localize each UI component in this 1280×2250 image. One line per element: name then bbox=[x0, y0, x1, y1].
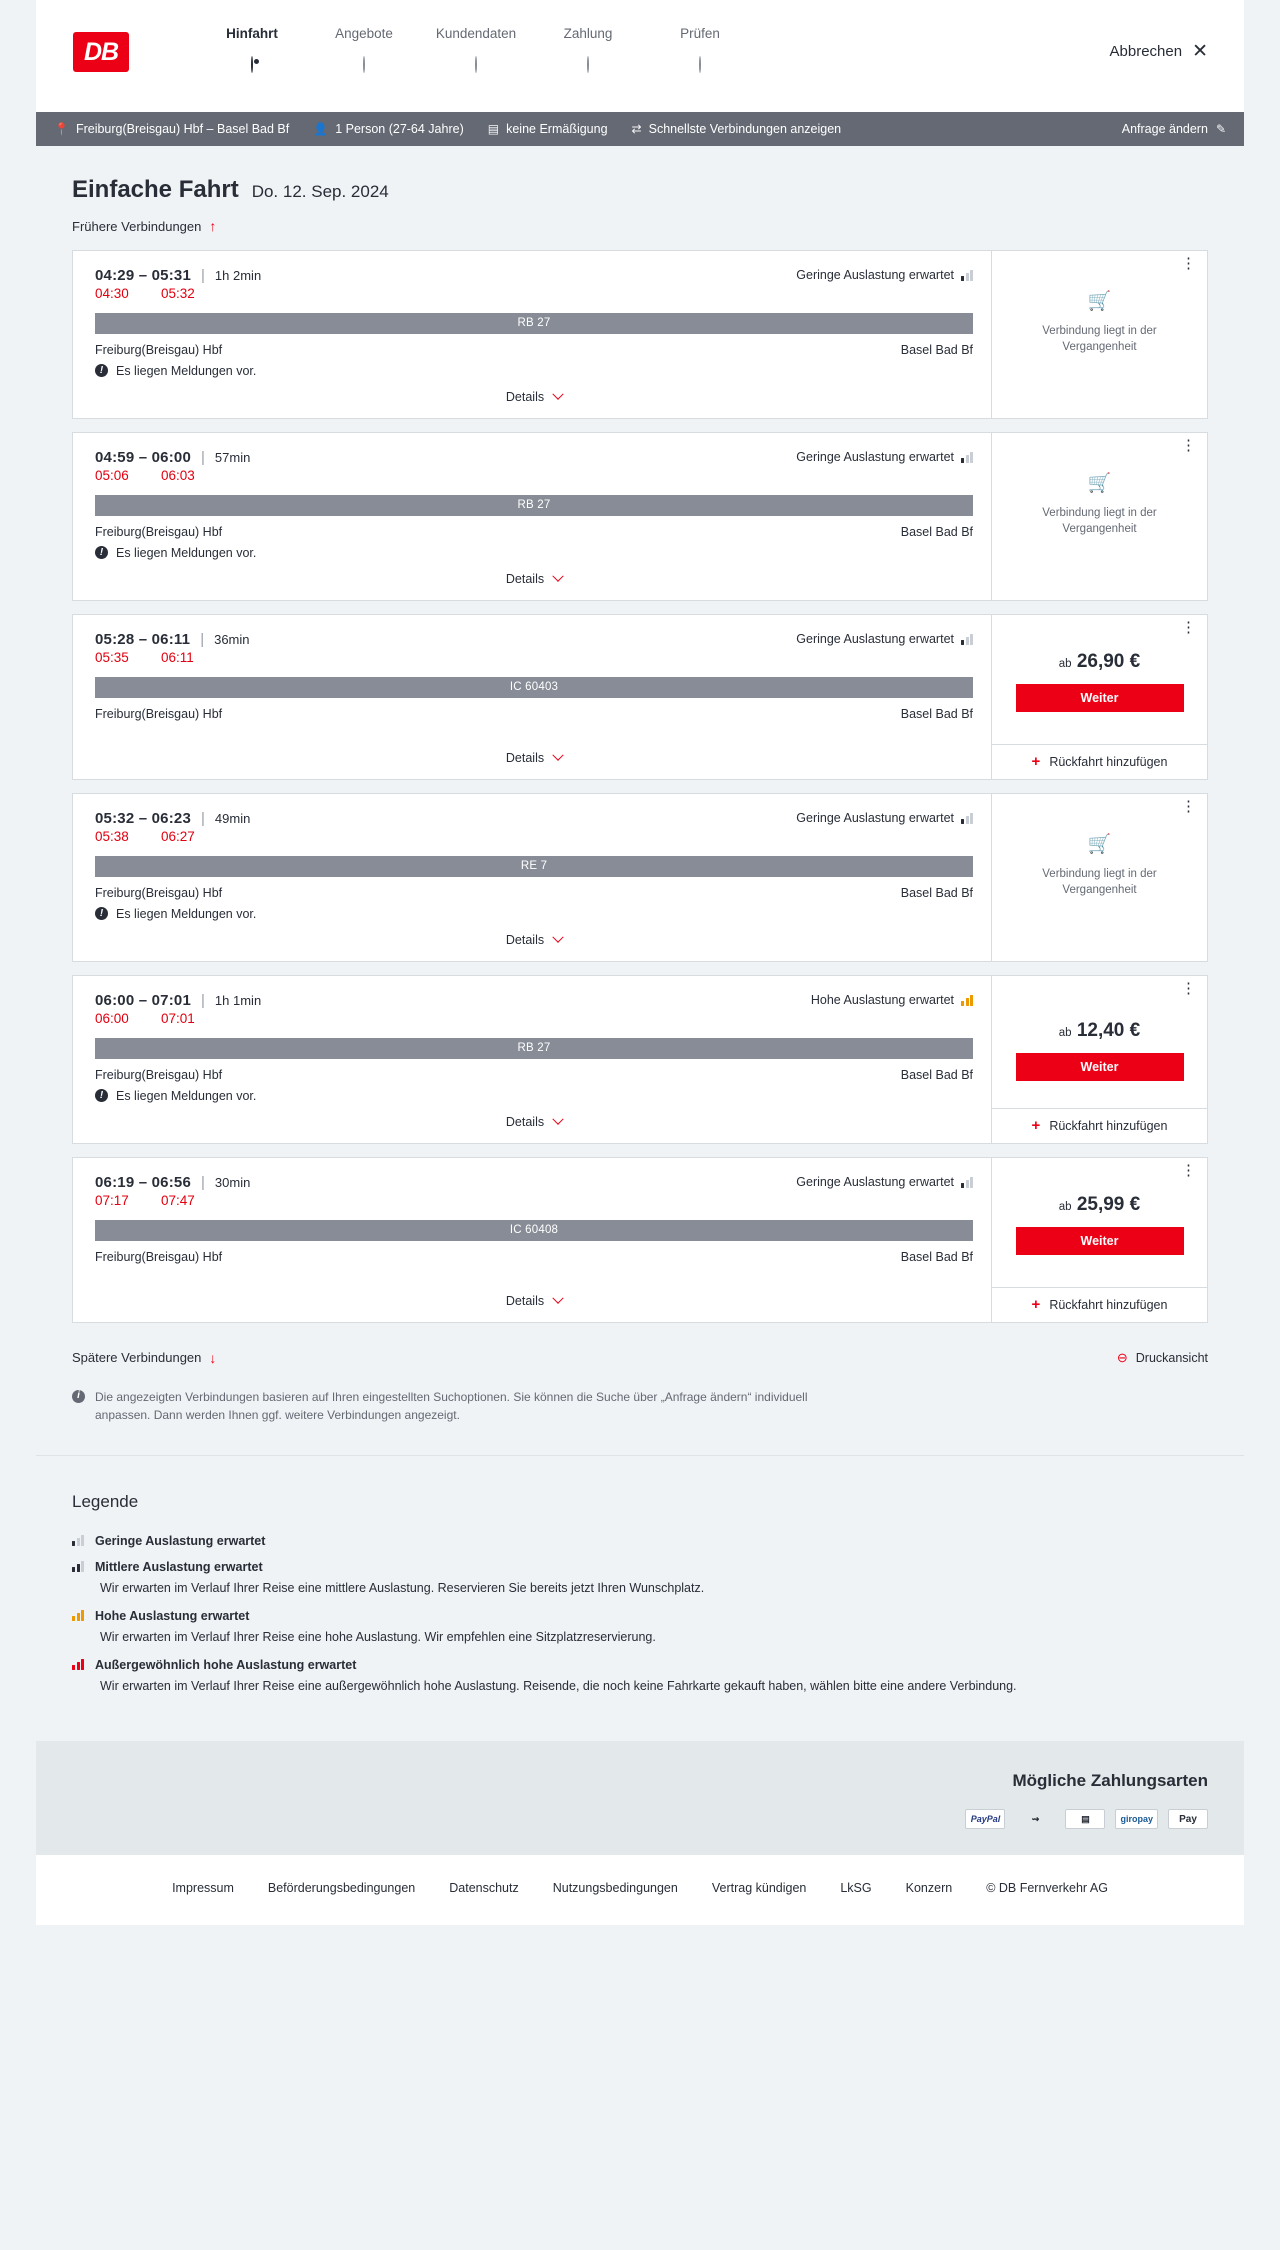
close-icon: ✕ bbox=[1192, 41, 1208, 62]
title-text: Einfache Fahrt bbox=[72, 176, 239, 203]
departure-actual: 04:30 bbox=[95, 285, 129, 301]
legend-item-high bbox=[72, 1609, 1208, 1646]
connection-action bbox=[992, 1158, 1207, 1322]
occupancy-indicator bbox=[72, 1610, 84, 1621]
duration: 57min bbox=[214, 449, 251, 465]
time-range: 05:32 – 06:23 bbox=[95, 809, 192, 827]
sorting-segment[interactable] bbox=[632, 122, 842, 136]
details-label: Details bbox=[505, 389, 545, 404]
arrow-down-icon: ↓ bbox=[209, 1349, 217, 1366]
connection-action bbox=[992, 251, 1207, 418]
plus-icon: + bbox=[1031, 1117, 1041, 1134]
footer-link-befoerderungsbedingungen[interactable]: Beförderungsbedingungen bbox=[267, 1881, 416, 1896]
legend-label: Hohe Auslastung erwartet bbox=[95, 1608, 250, 1623]
person-icon: 👤 bbox=[313, 122, 329, 136]
discount-label: keine Ermäßigung bbox=[506, 122, 608, 136]
more-options-icon[interactable]: ⋮ bbox=[1181, 436, 1196, 454]
origin-station: Freiburg(Breisgau) Hbf bbox=[95, 1249, 223, 1264]
occupancy-indicator bbox=[796, 1175, 973, 1189]
add-return-button[interactable] bbox=[992, 744, 1207, 779]
past-label: Verbindung liegt in der Vergangenheit bbox=[1042, 868, 1157, 896]
chevron-down-icon bbox=[552, 1292, 563, 1303]
footer-copyright: © DB Fernverkehr AG bbox=[986, 1881, 1108, 1896]
step-label: Zahlung bbox=[563, 26, 613, 41]
duration: 1h 1min bbox=[214, 992, 262, 1008]
occupancy-label: Geringe Auslastung erwartet bbox=[796, 450, 954, 464]
price-value: 25,99 € bbox=[1076, 1193, 1141, 1215]
connection-card[interactable] bbox=[72, 614, 1208, 780]
results-footer-row bbox=[72, 1336, 1208, 1366]
occupancy-indicator bbox=[72, 1659, 84, 1670]
details-label: Details bbox=[505, 932, 545, 947]
discount-segment[interactable] bbox=[488, 122, 608, 136]
stations-row bbox=[95, 1068, 973, 1082]
print-view-button[interactable] bbox=[1117, 1350, 1208, 1366]
footer-link-konzern[interactable]: Konzern bbox=[905, 1881, 953, 1896]
connection-header bbox=[95, 449, 973, 466]
footer-link-vertrag-kuendigen[interactable]: Vertrag kündigen bbox=[711, 1881, 807, 1896]
step-label: Prüfen bbox=[680, 26, 720, 41]
details-label: Details bbox=[505, 1293, 545, 1308]
info-icon: i bbox=[72, 1390, 85, 1403]
step-dot-icon bbox=[587, 56, 589, 73]
price-value: 26,90 € bbox=[1076, 650, 1141, 672]
occupancy-bars-icon bbox=[961, 452, 973, 463]
title-date: Do. 12. Sep. 2024 bbox=[251, 182, 389, 201]
legend-item-vhigh bbox=[72, 1658, 1208, 1695]
details-toggle[interactable] bbox=[95, 560, 973, 600]
arrival-actual: 07:47 bbox=[161, 1192, 195, 1208]
price-display bbox=[1059, 1194, 1140, 1216]
origin-station: Freiburg(Breisgau) Hbf bbox=[95, 524, 223, 539]
separator: | bbox=[201, 1173, 205, 1191]
disruption-message[interactable] bbox=[95, 1089, 973, 1103]
payments-title: Mögliche Zahlungsarten bbox=[1012, 1771, 1208, 1791]
route-segment[interactable] bbox=[54, 122, 289, 136]
edit-search-label: Anfrage ändern bbox=[1121, 122, 1208, 136]
step-label: Hinfahrt bbox=[226, 26, 278, 41]
departure-actual: 05:35 bbox=[95, 649, 129, 665]
cancel-button[interactable] bbox=[1110, 42, 1208, 61]
separator: | bbox=[200, 630, 205, 648]
separator: | bbox=[201, 809, 205, 827]
price-display bbox=[1059, 1020, 1140, 1042]
separator: | bbox=[201, 448, 205, 466]
time-range: 05:28 – 06:11 bbox=[95, 630, 191, 648]
connection-info bbox=[73, 433, 992, 600]
occupancy-label: Geringe Auslastung erwartet bbox=[796, 632, 954, 646]
connection-header bbox=[95, 992, 973, 1009]
legend-label: Außergewöhnlich hohe Auslastung erwartet bbox=[95, 1657, 357, 1672]
later-label: Spätere Verbindungen bbox=[72, 1350, 202, 1365]
price-prefix: ab bbox=[1058, 657, 1072, 670]
legend-head bbox=[72, 1534, 1208, 1548]
add-return-button[interactable] bbox=[992, 1108, 1207, 1143]
step-kundendaten[interactable] bbox=[420, 26, 532, 72]
add-return-label: Rückfahrt hinzufügen bbox=[1049, 1118, 1168, 1133]
cancel-label: Abbrechen bbox=[1109, 43, 1183, 60]
checkout-stepper bbox=[196, 26, 756, 72]
pencil-icon: ✎ bbox=[1215, 122, 1226, 136]
stations-row bbox=[95, 1250, 973, 1264]
time-range: 06:00 – 07:01 bbox=[95, 991, 192, 1009]
card-icon: ▤ bbox=[487, 122, 500, 136]
info-icon: ! bbox=[95, 1089, 108, 1102]
duration: 49min bbox=[214, 810, 251, 826]
occupancy-bars-icon bbox=[961, 995, 973, 1006]
details-toggle[interactable] bbox=[95, 721, 973, 779]
disruption-label: Es liegen Meldungen vor. bbox=[116, 363, 257, 378]
connection-action bbox=[992, 615, 1207, 779]
cart-icon: 🛒 bbox=[1087, 833, 1112, 855]
legend-label: Geringe Auslastung erwartet bbox=[95, 1533, 266, 1548]
past-connection-notice bbox=[1006, 832, 1193, 899]
continue-button[interactable]: Weiter bbox=[1016, 684, 1184, 712]
note-text: Die angezeigten Verbindungen basieren auf Ihren eingestellten Suchoptionen. Sie können die Suche über „Anfrage ändern“ individuell anpassen. Dann werden Ihnen ggf. weitere Verbindungen angezeigt. bbox=[95, 1389, 808, 1423]
legend-item-low bbox=[72, 1534, 1208, 1548]
info-icon: ! bbox=[95, 546, 108, 559]
later-connections-button[interactable] bbox=[72, 1350, 216, 1366]
occupancy-label: Geringe Auslastung erwartet bbox=[796, 268, 954, 282]
arrow-up-icon: ↑ bbox=[209, 218, 217, 234]
stations-row bbox=[95, 707, 973, 721]
chevron-down-icon bbox=[552, 1113, 563, 1124]
print-icon: ⊖ bbox=[1116, 1349, 1128, 1365]
sort-icon: ⇄ bbox=[631, 122, 642, 136]
stations-row bbox=[95, 525, 973, 539]
connection-header bbox=[95, 631, 973, 648]
add-return-button[interactable] bbox=[992, 1287, 1207, 1322]
step-dot-icon bbox=[363, 56, 365, 73]
sorting-label: Schnellste Verbindungen anzeigen bbox=[648, 122, 842, 136]
connection-card[interactable] bbox=[72, 1157, 1208, 1323]
search-summary-bar bbox=[36, 112, 1244, 146]
separator: | bbox=[201, 266, 205, 284]
chevron-down-icon bbox=[552, 931, 563, 942]
train-line-badge: RB 27 bbox=[95, 495, 973, 516]
details-toggle[interactable] bbox=[95, 1264, 973, 1322]
past-connection-notice bbox=[1006, 471, 1193, 538]
more-options-icon[interactable]: ⋮ bbox=[1181, 254, 1196, 272]
occupancy-bars-icon bbox=[72, 1610, 84, 1621]
step-dot-icon bbox=[475, 56, 477, 73]
duration: 1h 2min bbox=[214, 267, 262, 283]
chevron-down-icon bbox=[552, 388, 563, 399]
giropay-icon: giropay bbox=[1115, 1809, 1158, 1829]
occupancy-label: Geringe Auslastung erwartet bbox=[796, 1175, 954, 1189]
legend-head bbox=[72, 1560, 1208, 1574]
route-label: Freiburg(Breisgau) Hbf – Basel Bad Bf bbox=[75, 122, 290, 136]
footer-link-lksg[interactable]: LkSG bbox=[840, 1881, 872, 1896]
origin-station: Freiburg(Breisgau) Hbf bbox=[95, 342, 223, 357]
step-dot-icon bbox=[699, 56, 701, 73]
occupancy-bars-icon bbox=[961, 1177, 973, 1188]
details-label: Details bbox=[505, 750, 545, 765]
payments-section bbox=[36, 1741, 1244, 1855]
spacer bbox=[222, 1068, 901, 1082]
continue-button[interactable]: Weiter bbox=[1016, 1053, 1184, 1081]
spacer bbox=[222, 886, 901, 900]
legend-description: Wir erwarten im Verlauf Ihrer Reise eine hohe Auslastung. Wir empfehlen eine Sitzplatzreservierung. bbox=[100, 1629, 656, 1644]
step-hinfahrt[interactable] bbox=[196, 26, 308, 72]
occupancy-indicator bbox=[796, 450, 973, 464]
legend-item-mid bbox=[72, 1560, 1208, 1597]
occupancy-bars-icon bbox=[961, 813, 973, 824]
destination-station: Basel Bad Bf bbox=[900, 1249, 973, 1264]
connection-info bbox=[73, 615, 992, 779]
cart-icon: 🛒 bbox=[1087, 472, 1112, 494]
legend-label: Mittlere Auslastung erwartet bbox=[95, 1559, 263, 1574]
occupancy-indicator bbox=[796, 811, 973, 825]
spacer bbox=[222, 1250, 901, 1264]
connection-info bbox=[73, 976, 992, 1143]
payment-icons bbox=[72, 1809, 1208, 1829]
legend-title: Legende bbox=[72, 1491, 139, 1511]
legend-description: Wir erwarten im Verlauf Ihrer Reise eine außergewöhnlich hohe Auslastung. Reisende, die noch keine Fahrkarte gekauft haben, wählen bitte eine andere Verbindung. bbox=[100, 1678, 1017, 1693]
arrival-actual: 06:11 bbox=[161, 649, 194, 665]
departure-actual: 06:00 bbox=[95, 1010, 129, 1026]
arrival-actual: 06:03 bbox=[161, 467, 195, 483]
origin-station: Freiburg(Breisgau) Hbf bbox=[95, 706, 223, 721]
connection-header bbox=[95, 810, 973, 827]
time-range: 06:19 – 06:56 bbox=[95, 1173, 192, 1191]
price-prefix: ab bbox=[1058, 1026, 1072, 1039]
train-line-badge: RB 27 bbox=[95, 1038, 973, 1059]
destination-station: Basel Bad Bf bbox=[900, 885, 973, 900]
spacer bbox=[222, 707, 901, 721]
stations-row bbox=[95, 343, 973, 357]
cart-icon: 🛒 bbox=[1087, 290, 1112, 312]
destination-station: Basel Bad Bf bbox=[900, 706, 973, 721]
disruption-message[interactable] bbox=[95, 364, 973, 378]
destination-station: Basel Bad Bf bbox=[900, 1067, 973, 1082]
step-label: Kundendaten bbox=[435, 26, 517, 41]
train-line-badge: IC 60403 bbox=[95, 677, 973, 698]
footer-link-nutzungsbedingungen[interactable]: Nutzungsbedingungen bbox=[552, 1881, 678, 1896]
creditcard-icon: ▤ bbox=[1065, 1809, 1105, 1829]
occupancy-label: Geringe Auslastung erwartet bbox=[796, 811, 954, 825]
price-prefix: ab bbox=[1058, 1200, 1072, 1213]
connection-header bbox=[95, 267, 973, 284]
destination-station: Basel Bad Bf bbox=[900, 342, 973, 357]
duration: 36min bbox=[214, 631, 250, 647]
earlier-connections-button[interactable] bbox=[72, 218, 216, 234]
passenger-segment[interactable] bbox=[313, 122, 464, 136]
disruption-message[interactable] bbox=[95, 907, 973, 921]
connection-card[interactable] bbox=[72, 793, 1208, 962]
destination-station: Basel Bad Bf bbox=[900, 524, 973, 539]
connection-card[interactable] bbox=[72, 975, 1208, 1144]
passenger-label: 1 Person (27-64 Jahre) bbox=[335, 122, 464, 136]
arrival-actual: 05:32 bbox=[161, 285, 195, 301]
page-title bbox=[72, 176, 1208, 204]
plus-icon: + bbox=[1031, 1296, 1041, 1313]
occupancy-indicator bbox=[796, 632, 973, 646]
disruption-message[interactable] bbox=[95, 546, 973, 560]
connection-list bbox=[72, 250, 1208, 1323]
details-toggle[interactable] bbox=[95, 378, 973, 418]
footer-link-impressum[interactable]: Impressum bbox=[172, 1881, 234, 1896]
disruption-label: Es liegen Meldungen vor. bbox=[116, 545, 257, 560]
details-label: Details bbox=[505, 571, 545, 586]
footer-link-datenschutz[interactable]: Datenschutz bbox=[449, 1881, 519, 1896]
more-options-icon[interactable]: ⋮ bbox=[1181, 618, 1196, 636]
departure-actual: 05:06 bbox=[95, 467, 129, 483]
occupancy-indicator bbox=[72, 1561, 84, 1572]
disruption-label: Es liegen Meldungen vor. bbox=[116, 1088, 257, 1103]
legend-section bbox=[36, 1455, 1244, 1741]
actual-times bbox=[95, 829, 973, 844]
time-range: 04:29 – 05:31 bbox=[95, 266, 192, 284]
search-note bbox=[72, 1388, 862, 1425]
connection-card[interactable] bbox=[72, 432, 1208, 601]
step-label: Angebote bbox=[335, 26, 393, 41]
add-return-label: Rückfahrt hinzufügen bbox=[1049, 1297, 1168, 1312]
origin-station: Freiburg(Breisgau) Hbf bbox=[95, 885, 223, 900]
train-line-badge: RE 7 bbox=[95, 856, 973, 877]
more-options-icon[interactable]: ⋮ bbox=[1181, 979, 1196, 997]
step-angebote[interactable] bbox=[308, 26, 420, 72]
step-pruefen[interactable] bbox=[644, 26, 756, 72]
more-options-icon[interactable]: ⋮ bbox=[1181, 1161, 1196, 1179]
info-icon: ! bbox=[95, 907, 108, 920]
train-line-badge: IC 60408 bbox=[95, 1220, 973, 1241]
details-label: Details bbox=[505, 1114, 545, 1129]
spacer bbox=[222, 343, 901, 357]
details-toggle[interactable] bbox=[95, 921, 973, 961]
print-label: Druckansicht bbox=[1135, 1350, 1208, 1365]
arrival-actual: 06:27 bbox=[161, 828, 195, 844]
occupancy-bars-icon bbox=[72, 1561, 84, 1572]
step-dot-icon bbox=[251, 56, 253, 73]
add-return-label: Rückfahrt hinzufügen bbox=[1049, 754, 1168, 769]
occupancy-bars-icon bbox=[961, 270, 973, 281]
chevron-down-icon bbox=[552, 749, 563, 760]
stations-row bbox=[95, 886, 973, 900]
price-display bbox=[1059, 651, 1140, 673]
time-range: 04:59 – 06:00 bbox=[95, 448, 192, 466]
connection-info bbox=[73, 251, 992, 418]
location-pin-icon: 📍 bbox=[54, 122, 69, 136]
past-label: Verbindung liegt in der Vergangenheit bbox=[1042, 507, 1157, 535]
occupancy-bars-icon bbox=[72, 1535, 84, 1546]
occupancy-indicator bbox=[72, 1535, 84, 1546]
connection-action bbox=[992, 433, 1207, 600]
connection-action bbox=[992, 794, 1207, 961]
departure-actual: 07:17 bbox=[95, 1192, 129, 1208]
legend-head bbox=[72, 1609, 1208, 1623]
db-logo[interactable]: DB bbox=[73, 32, 129, 72]
step-zahlung[interactable] bbox=[532, 26, 644, 72]
actual-times bbox=[95, 286, 973, 301]
sepa-icon: ⇝ bbox=[1031, 1813, 1040, 1824]
past-connection-notice bbox=[1006, 289, 1193, 356]
arrival-actual: 07:01 bbox=[161, 1010, 195, 1026]
plus-icon: + bbox=[1031, 753, 1041, 770]
occupancy-indicator bbox=[811, 993, 973, 1007]
actual-times bbox=[95, 468, 973, 483]
actual-times bbox=[95, 1011, 973, 1026]
past-label: Verbindung liegt in der Vergangenheit bbox=[1042, 325, 1157, 353]
separator: | bbox=[201, 991, 205, 1009]
connection-header bbox=[95, 1174, 973, 1191]
details-toggle[interactable] bbox=[95, 1103, 973, 1143]
connection-info bbox=[73, 1158, 992, 1322]
occupancy-bars-icon bbox=[961, 634, 973, 645]
legend-head bbox=[72, 1658, 1208, 1672]
connection-card[interactable] bbox=[72, 250, 1208, 419]
price-value: 12,40 € bbox=[1076, 1019, 1141, 1041]
earlier-label: Frühere Verbindungen bbox=[72, 218, 202, 234]
chevron-down-icon bbox=[552, 570, 563, 581]
applepay-icon: Pay bbox=[1168, 1809, 1208, 1829]
occupancy-bars-icon bbox=[72, 1659, 84, 1670]
duration: 30min bbox=[214, 1174, 251, 1190]
info-icon: ! bbox=[95, 364, 108, 377]
occupancy-indicator bbox=[796, 268, 973, 282]
paypal-icon: PayPal bbox=[965, 1809, 1005, 1829]
results-content bbox=[36, 146, 1244, 1455]
actual-times bbox=[95, 1193, 973, 1208]
edit-search-button[interactable] bbox=[1122, 122, 1226, 136]
origin-station: Freiburg(Breisgau) Hbf bbox=[95, 1067, 223, 1082]
connection-action bbox=[992, 976, 1207, 1143]
spacer bbox=[222, 525, 901, 539]
continue-button[interactable]: Weiter bbox=[1016, 1227, 1184, 1255]
app-header bbox=[36, 0, 1244, 112]
connection-info bbox=[73, 794, 992, 961]
occupancy-label: Hohe Auslastung erwartet bbox=[810, 993, 954, 1007]
departure-actual: 05:38 bbox=[95, 828, 129, 844]
legend-description: Wir erwarten im Verlauf Ihrer Reise eine mittlere Auslastung. Reservieren Sie bereits jetzt Ihren Wunschplatz. bbox=[100, 1580, 705, 1595]
train-line-badge: RB 27 bbox=[95, 313, 973, 334]
actual-times bbox=[95, 650, 973, 665]
page-footer bbox=[36, 1855, 1244, 1925]
disruption-label: Es liegen Meldungen vor. bbox=[116, 906, 257, 921]
more-options-icon[interactable]: ⋮ bbox=[1181, 797, 1196, 815]
